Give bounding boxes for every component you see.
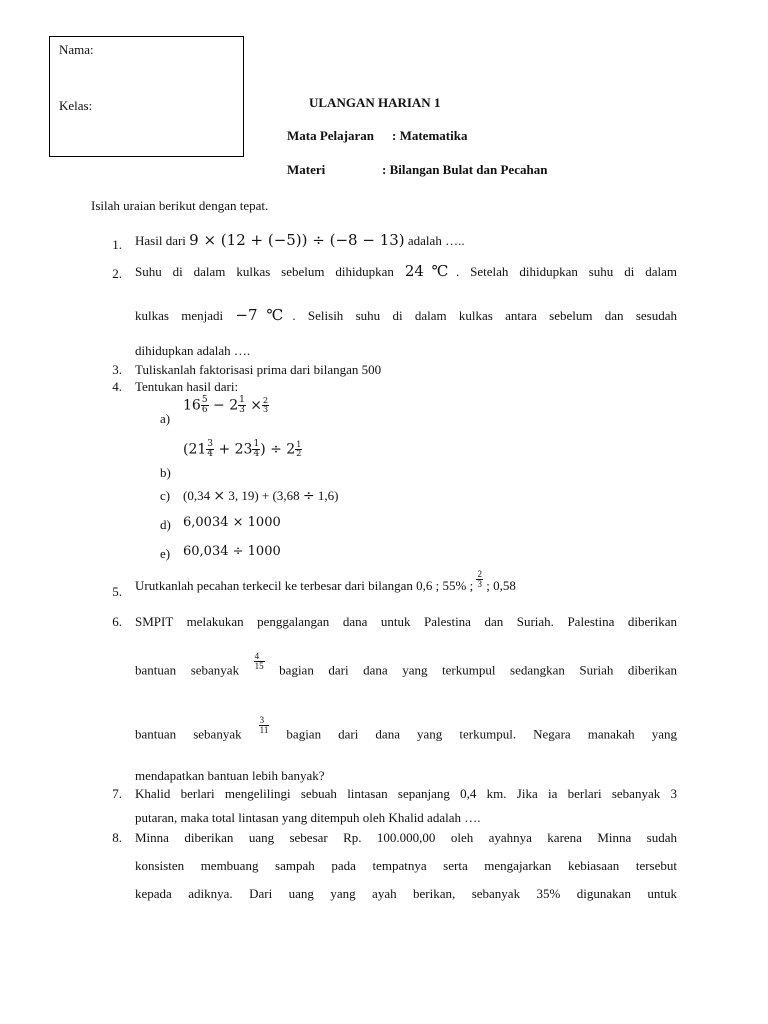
q4d-label: d)	[160, 517, 171, 532]
question-1	[135, 231, 465, 249]
question-number: 8.	[112, 830, 122, 845]
q6-line-3: bantuan sebanyak $\frac{3}{11}$ bagian dari dana yang terkumpul. Negara manakah yang	[135, 715, 678, 742]
q2-line-1	[135, 262, 677, 280]
question-5: Urutkanlah pecahan terkecil ke terbesar dari bilangan 0,6 ; 55% ; $\frac{2}{3}$ ; 0,58	[135, 569, 516, 593]
q4e-expression: 60,034 ÷ 1000	[183, 544, 281, 559]
q4c-label: c)	[160, 488, 171, 503]
question-number: 5.	[112, 584, 122, 599]
q4b-expression: (21 $\frac{3}{4}$ + 23 $\frac{1}{4}$ ) ÷ 2 $\frac{1}{2}$	[183, 439, 302, 459]
q4e-label: e)	[160, 546, 171, 561]
q2-temp-after: −7℃	[235, 306, 293, 324]
q6-line-1: SMPIT melakukan penggalangan dana untuk Palestina dan Suriah. Palestina diberikan	[135, 614, 677, 629]
q4a-expression: 16 $\frac{5}{6}$ − 2 $\frac{1}{3}$ × $\frac{2}{3}$	[183, 395, 269, 415]
q4a-label: a)	[160, 411, 171, 426]
q1-prefix: Hasil dari	[135, 233, 186, 248]
q6-line-2: bantuan sebanyak $\frac{4}{15}$ bagian dari dana yang terkumpul sedangkan Suriah diberikan	[135, 651, 677, 678]
q1-expression: 9 × (12 + (−5)) ÷ (−8 − 13)	[189, 231, 405, 249]
q4b-label: b)	[160, 465, 171, 480]
q4d-expression: 6,0034 × 1000	[183, 515, 281, 530]
question-number: 6.	[112, 614, 122, 629]
q2-line-2	[135, 306, 677, 324]
q2-text: kulkas menjadi	[135, 308, 224, 323]
kelas-label: Kelas:	[59, 98, 93, 113]
instructions: Isilah uraian berikut dengan tepat.	[91, 198, 269, 213]
q2-temp-before: 24℃	[404, 262, 457, 280]
question-number: 4.	[112, 379, 122, 394]
q2-text: Suhu di dalam kulkas sebelum dihidupkan	[135, 264, 394, 279]
q4c-expression: (0,34 × 3, 19) + (3,68 ÷ 1,6)	[183, 488, 339, 504]
q7-line-1: Khalid berlari mengelilingi sebuah lintasan sepanjang 0,4 km. Jika ia berlari sebanyak 3	[135, 786, 677, 801]
question-4: Tentukan hasil dari:	[135, 379, 239, 394]
material-value: : Bilangan Bulat dan Pecahan	[382, 162, 548, 177]
question-number: 1.	[112, 237, 122, 252]
question-3: Tuliskanlah faktorisasi prima dari bilangan 500	[135, 362, 382, 377]
material-label: Materi	[287, 162, 326, 177]
q8-line-3: kepada adiknya. Dari uang yang ayah berikan, sebanyak 35% digunakan untuk	[135, 886, 677, 901]
q6-line-4: mendapatkan bantuan lebih banyak?	[135, 768, 325, 783]
q2-text: . Selisih suhu di dalam kulkas antara sebelum dan sesudah	[292, 308, 677, 323]
q7-line-2: putaran, maka total lintasan yang ditempuh oleh Khalid adalah ….	[135, 810, 481, 825]
page-title: ULANGAN HARIAN 1	[309, 95, 441, 110]
subject-label: Mata Pelajaran	[287, 128, 375, 143]
q8-line-1: Minna diberikan uang sebesar Rp. 100.000,00 oleh ayahnya karena Minna sudah	[135, 830, 677, 845]
subject-value: : Matematika	[392, 128, 468, 143]
q8-line-2: konsisten membuang sampah pada tempatnya serta mengajarkan kebiasaan tersebut	[135, 858, 677, 873]
question-number: 7.	[112, 786, 122, 801]
q2-text: . Setelah dihidupkan suhu di dalam	[456, 264, 677, 279]
question-number: 2.	[112, 266, 122, 281]
q1-suffix: adalah …..	[407, 233, 465, 248]
q2-line-3: dihidupkan adalah ….	[135, 343, 251, 358]
question-number: 3.	[112, 362, 122, 377]
nama-label: Nama:	[59, 42, 94, 57]
